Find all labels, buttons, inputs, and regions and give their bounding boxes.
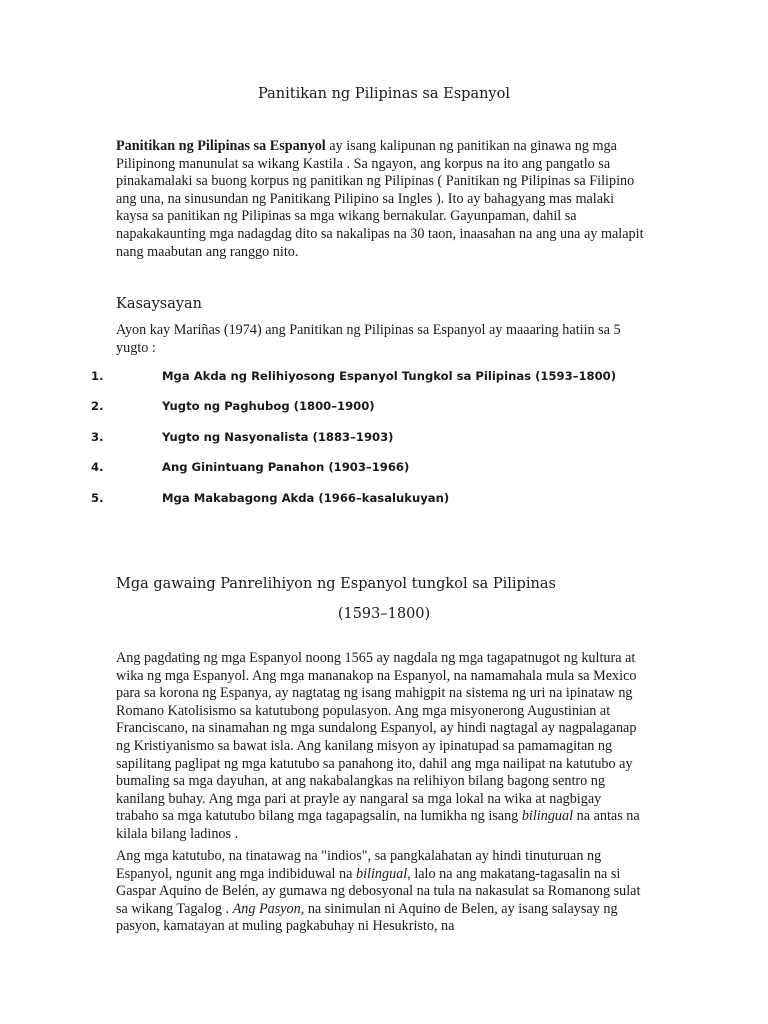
list-item-number: 1. — [91, 369, 104, 383]
p2-italic-term-1: bilingual — [355, 865, 408, 882]
list-item — [0, 460, 768, 490]
list-item — [0, 399, 768, 429]
list-item-label: Yugto ng Paghubog (1800–1900) — [162, 399, 375, 414]
list-item — [0, 369, 768, 399]
list-item-number: 5. — [91, 490, 104, 505]
list-item-label: Ang Ginintuang Panahon (1903–1966) — [162, 460, 410, 475]
p1-text-b: na antas na kilala bilang ladinos . — [116, 808, 640, 842]
list-item-number: 3. — [91, 429, 104, 444]
list-item-number: 2. — [91, 399, 104, 414]
body-paragraph-2 — [116, 848, 646, 936]
p2-text-b: , lalo na ang makatang-tagasalin na si Gaspar Aquino de Belén, ay gumawa ng debosyonal na tula na nakasulat sa Romanong sulat sa wikang Tagalog . — [116, 865, 641, 917]
p2-italic-term-2: Ang Pasyon — [232, 900, 301, 917]
list-item-label: Mga Makabagong Akda (1966–kasalukuyan) — [162, 490, 450, 505]
kasaysayan-paragraph: Ayon kay Mariñas (1974) ang Panitikan ng Pilipinas sa Espanyol ay maaaring hatiin sa 5 yugto : — [116, 322, 621, 356]
list-item-number: 4. — [91, 460, 104, 475]
list-item — [0, 491, 768, 521]
section-heading-dates: (1593–1800) — [337, 606, 431, 622]
list-item — [0, 430, 768, 460]
p2-text-c: , na sinimulan ni Aquino de Belen, ay isang salaysay ng pasyon, kamatayan at muling pagkabuhay ni Hesukristo, na — [116, 900, 618, 935]
list-item-label: Mga Akda ng Relihiyosong Espanyol Tungkol sa Pilipinas (1593–1800) — [162, 369, 617, 383]
period-list — [0, 369, 768, 521]
p1-italic-term: bilingual — [521, 808, 574, 825]
intro-text: ay isang kalipunan ng panitikan na ginawa ng mga Pilipinong manunulat sa wikang Kastila . Sa ngayon, ang korpus na ito ang pangatlo sa pinakamalaki sa buong korpus ng panitikan ng Pilipinas ( Panitikan ng Pilipinas sa Filipino ang una, na sinusundan ng Panitikang Pilipino sa Ingles ). Ito ay bahagyang mas malaki kaysa sa panitikan ng Pilipinas sa mga wikang bernakular. Gayunpaman, dahil sa napakakaunting mga nadagdag dito sa nakalipas na 30 taon, inaasahan na ang una ay malapit nang maabutan ang ranggo nito. — [116, 138, 644, 260]
intro-paragraph — [116, 138, 646, 261]
p2-text-a: Ang mga katutubo, na tinatawag na "indios", sa pangkalahatan ay hindi tinuturuan ng Espanyol, ngunit ang mga indibiduwal na — [116, 848, 602, 882]
list-item-label: Yugto ng Nasyonalista (1883–1903) — [162, 429, 394, 444]
document-title: Panitikan ng Pilipinas sa Espanyol — [258, 86, 510, 102]
intro-lead-term: Panitikan ng Pilipinas sa Espanyol — [116, 138, 326, 154]
section-heading-kasaysayan: Kasaysayan — [116, 296, 203, 312]
section-heading-panrelihiyon: Mga gawaing Panrelihiyon ng Espanyol tungkol sa Pilipinas — [116, 576, 556, 592]
p1-text-a: Ang pagdating ng mga Espanyol noong 1565 ay nagdala ng mga tagapatnugot ng kultura at wika ng mga Espanyol. Ang mga mananakop na Espanyol, na namamahala mula sa Mexico para sa korona ng Espanya, ay nagtatag ng isang mahigpit na sistema ng uri na ipinataw ng Romano Katolisismo sa katutubong populasyon. Ang mga misyonerong Augustinian at Franciscano, na sinamahan ng mga sundalong Espanyol, ay hindi nagtagal ay nagpalaganap ng Kristiyanismo sa bawat isla. Ang kanilang misyon ay ipinatupad sa pamamagitan ng sapilitang paglipat ng mga katutubo sa panahong ito, dahil ang mga nailipat na katutubo ay bumaling sa mga dayuhan, at ang nakabalangkas na relihiyon bilang bagong sentro ng kanilang buhay. Ang mga pari at prayle ay nangaral sa mga lokal na wika at nagbigay trabaho sa mga katutubo bilang mga tagapagsalin, na lumikha ng isang — [116, 650, 637, 825]
body-paragraph-1 — [116, 650, 646, 844]
